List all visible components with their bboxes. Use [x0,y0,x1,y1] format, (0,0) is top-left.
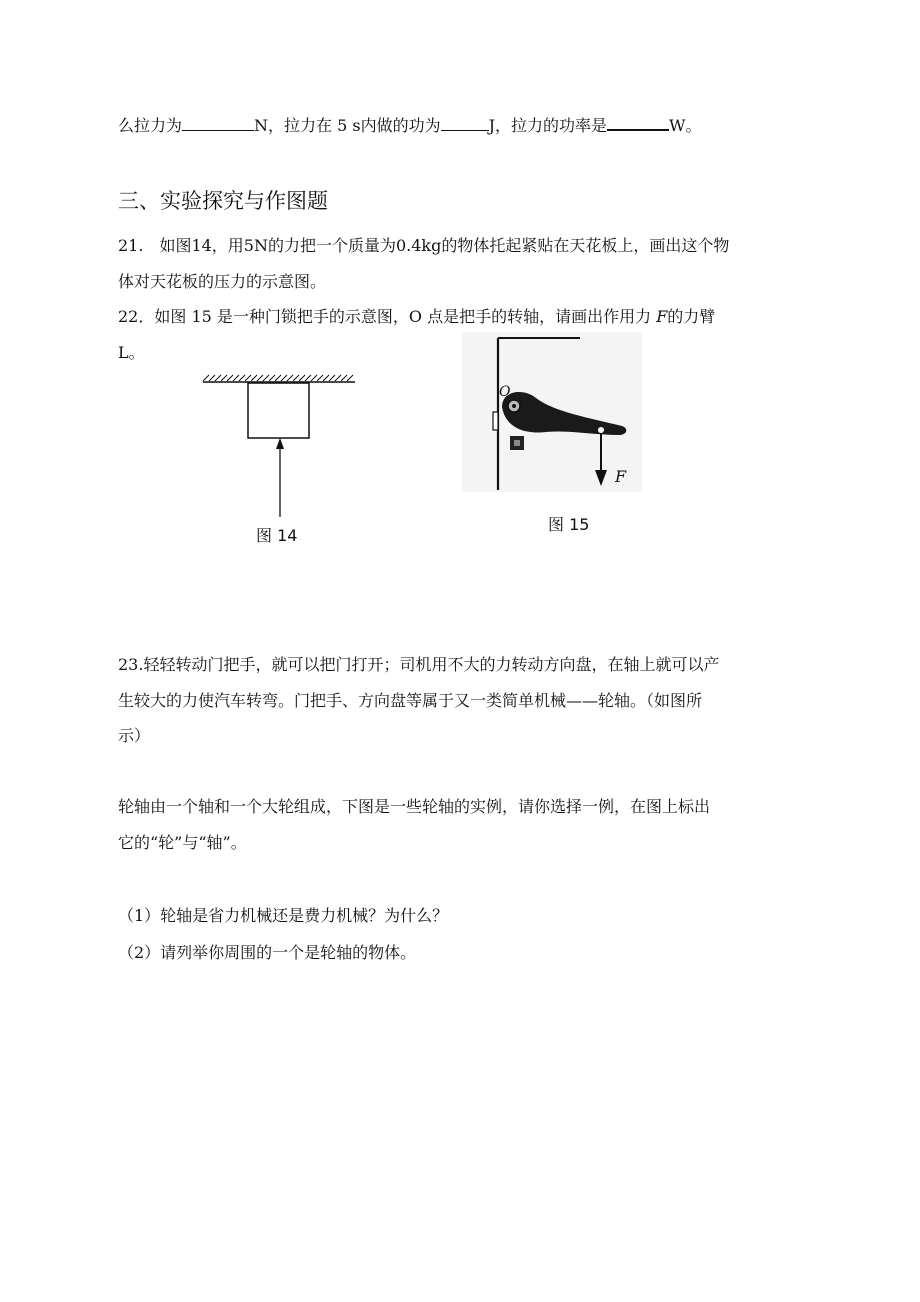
q21-line-2: 体对天花板的压力的示意图。 [118,272,327,291]
answer-blank-force[interactable] [182,114,254,131]
q23-line-5: 它的“轮”与“轴”。 [118,833,247,852]
q23-line-2: 生较大的力使汽车转弯。门把手、方向盘等属于又一类简单机械——轮轴。（如图所 [118,691,703,710]
arrow-head [276,438,284,449]
label-o: O [499,384,511,400]
section-title: 三、实验探究与作图题 [118,189,328,213]
q20-text-3: J，拉力的功率是 [488,116,608,135]
q23-line-1: 23.轻轻转动门把手，就可以把门打开；司机用不大的力转动方向盘，在轴上就可以产 [118,655,720,674]
q23-sub-question-2: （2）请列举你周围的一个是轮轴的物体。 [118,943,417,962]
force-point [598,427,604,433]
q21-line-1: 21. 如图14，用5N的力把一个质量为0.4kg的物体托起紧贴在天花板上，画出这个物 [118,236,730,255]
q23-line-3: 示） [118,726,151,745]
q23-line-4: 轮轴由一个轴和一个大轮组成，下图是一些轮轴的实例，请你选择一例，在图上标出 [118,797,711,816]
keyhole-inner [514,440,520,446]
q20-text-2: N，拉力在 5 s内做的功为 [254,116,441,135]
figure-15-caption: 图 15 [548,515,590,534]
object-block [248,383,309,438]
figure-14-diagram[interactable] [195,372,365,520]
q20-text-1: 么拉力为 [118,116,183,135]
figure-14-caption: 图 14 [256,526,298,545]
answer-blank-work[interactable] [441,114,489,131]
q23-sub-question-1: （1）轮轴是省力机械还是费力机械？为什么？ [118,906,449,925]
q22-line-1 [118,305,715,329]
answer-blank-power[interactable] [607,113,669,131]
label-f: F [615,467,627,486]
q22-text-2: 的力臂 [667,307,716,326]
ceiling-hatch [203,375,353,381]
figure-15-diagram[interactable] [462,332,642,492]
q22-line-2: L。 [118,343,145,362]
q20-text-4: W。 [669,116,702,135]
q22-text-1: 22．如图 15 是一种门锁把手的示意图，O 点是把手的转轴，请画出作用力 [118,307,657,326]
q20-answer-line [118,113,701,138]
q22-force-symbol: F [656,307,668,326]
pivot-center [512,404,516,408]
lock-plate [493,412,498,430]
